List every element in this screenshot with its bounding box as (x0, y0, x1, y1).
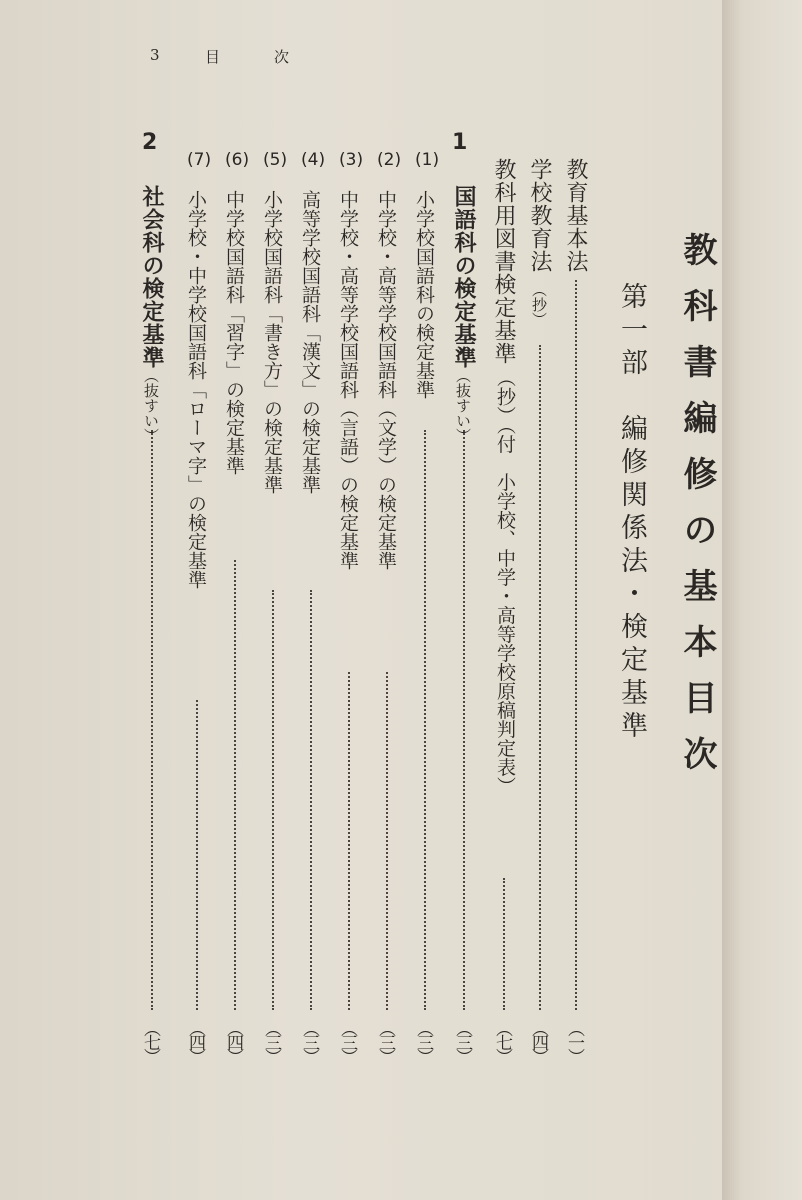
item-page: （三） (299, 1020, 319, 1062)
section-title: 国語科の検定基準 (451, 185, 476, 369)
item-page: （三） (337, 1020, 357, 1062)
leader-dots (575, 280, 577, 1010)
item-label: 小学校国語科の検定基準 (413, 190, 435, 399)
item-number: (5) (263, 150, 288, 170)
section-page: （七） (140, 1020, 160, 1062)
item-number: (3) (339, 150, 364, 170)
entry-note: （抄）（付 小学校、中学・高等学校原稿判定表） (494, 368, 516, 796)
entry-label: 教育基本法 (563, 158, 588, 273)
item-label: 小学校国語科「書き方」の検定基準 (261, 190, 283, 494)
leader-dots (196, 700, 198, 1010)
leader-dots (386, 672, 388, 1010)
section-page: （三） (452, 1020, 472, 1062)
entry-page: （四） (528, 1020, 548, 1062)
entry-note: （抄） (530, 282, 548, 327)
running-head-page-number: 3 (150, 46, 162, 64)
item-page: （四） (185, 1020, 205, 1062)
part-title: 第一部 編修関係法・検定基準 (616, 282, 647, 744)
entry-page: （一） (564, 1020, 584, 1062)
item-number: (4) (301, 150, 326, 170)
entry-label: 学校教育法 (527, 158, 552, 273)
leader-dots (424, 430, 426, 1010)
leader-dots (348, 672, 350, 1010)
section-note: （抜すい） (454, 368, 472, 443)
leader-dots (539, 345, 541, 1010)
section-number: 2 (142, 130, 158, 155)
item-label: 中学校国語科「習字」の検定基準 (223, 190, 245, 475)
section-note: （抜すい） (142, 368, 160, 443)
item-number: (6) (225, 150, 250, 170)
item-label: 小学校・中学校国語科「ローマ字」の検定基準 (185, 190, 207, 589)
item-label: 中学校・高等学校国語科（言語）の検定基準 (337, 190, 359, 570)
leader-dots (151, 430, 153, 1010)
entry-page: （七） (492, 1020, 512, 1062)
leader-dots (272, 590, 274, 1010)
item-number: (1) (415, 150, 440, 170)
item-page: （三） (261, 1020, 281, 1062)
running-head-title: 目 次 (205, 48, 298, 66)
entry-label: 教科用図書検定基準 (491, 158, 516, 365)
leader-dots (310, 590, 312, 1010)
item-page: （三） (375, 1020, 395, 1062)
section-number: 1 (452, 130, 468, 155)
item-number: (7) (187, 150, 212, 170)
section-title: 社会科の検定基準 (139, 185, 164, 369)
item-label: 中学校・高等学校国語科（文学）の検定基準 (375, 190, 397, 570)
item-page: （三） (413, 1020, 433, 1062)
item-label: 高等学校国語科「漢文」の検定基準 (299, 190, 321, 494)
book-title: 教科書編修の基本目次 (677, 232, 717, 792)
leader-dots (234, 560, 236, 1010)
item-number: (2) (377, 150, 402, 170)
item-page: （四） (223, 1020, 243, 1062)
leader-dots (503, 878, 505, 1010)
leader-dots (463, 430, 465, 1010)
facing-page-edge (722, 0, 802, 1200)
